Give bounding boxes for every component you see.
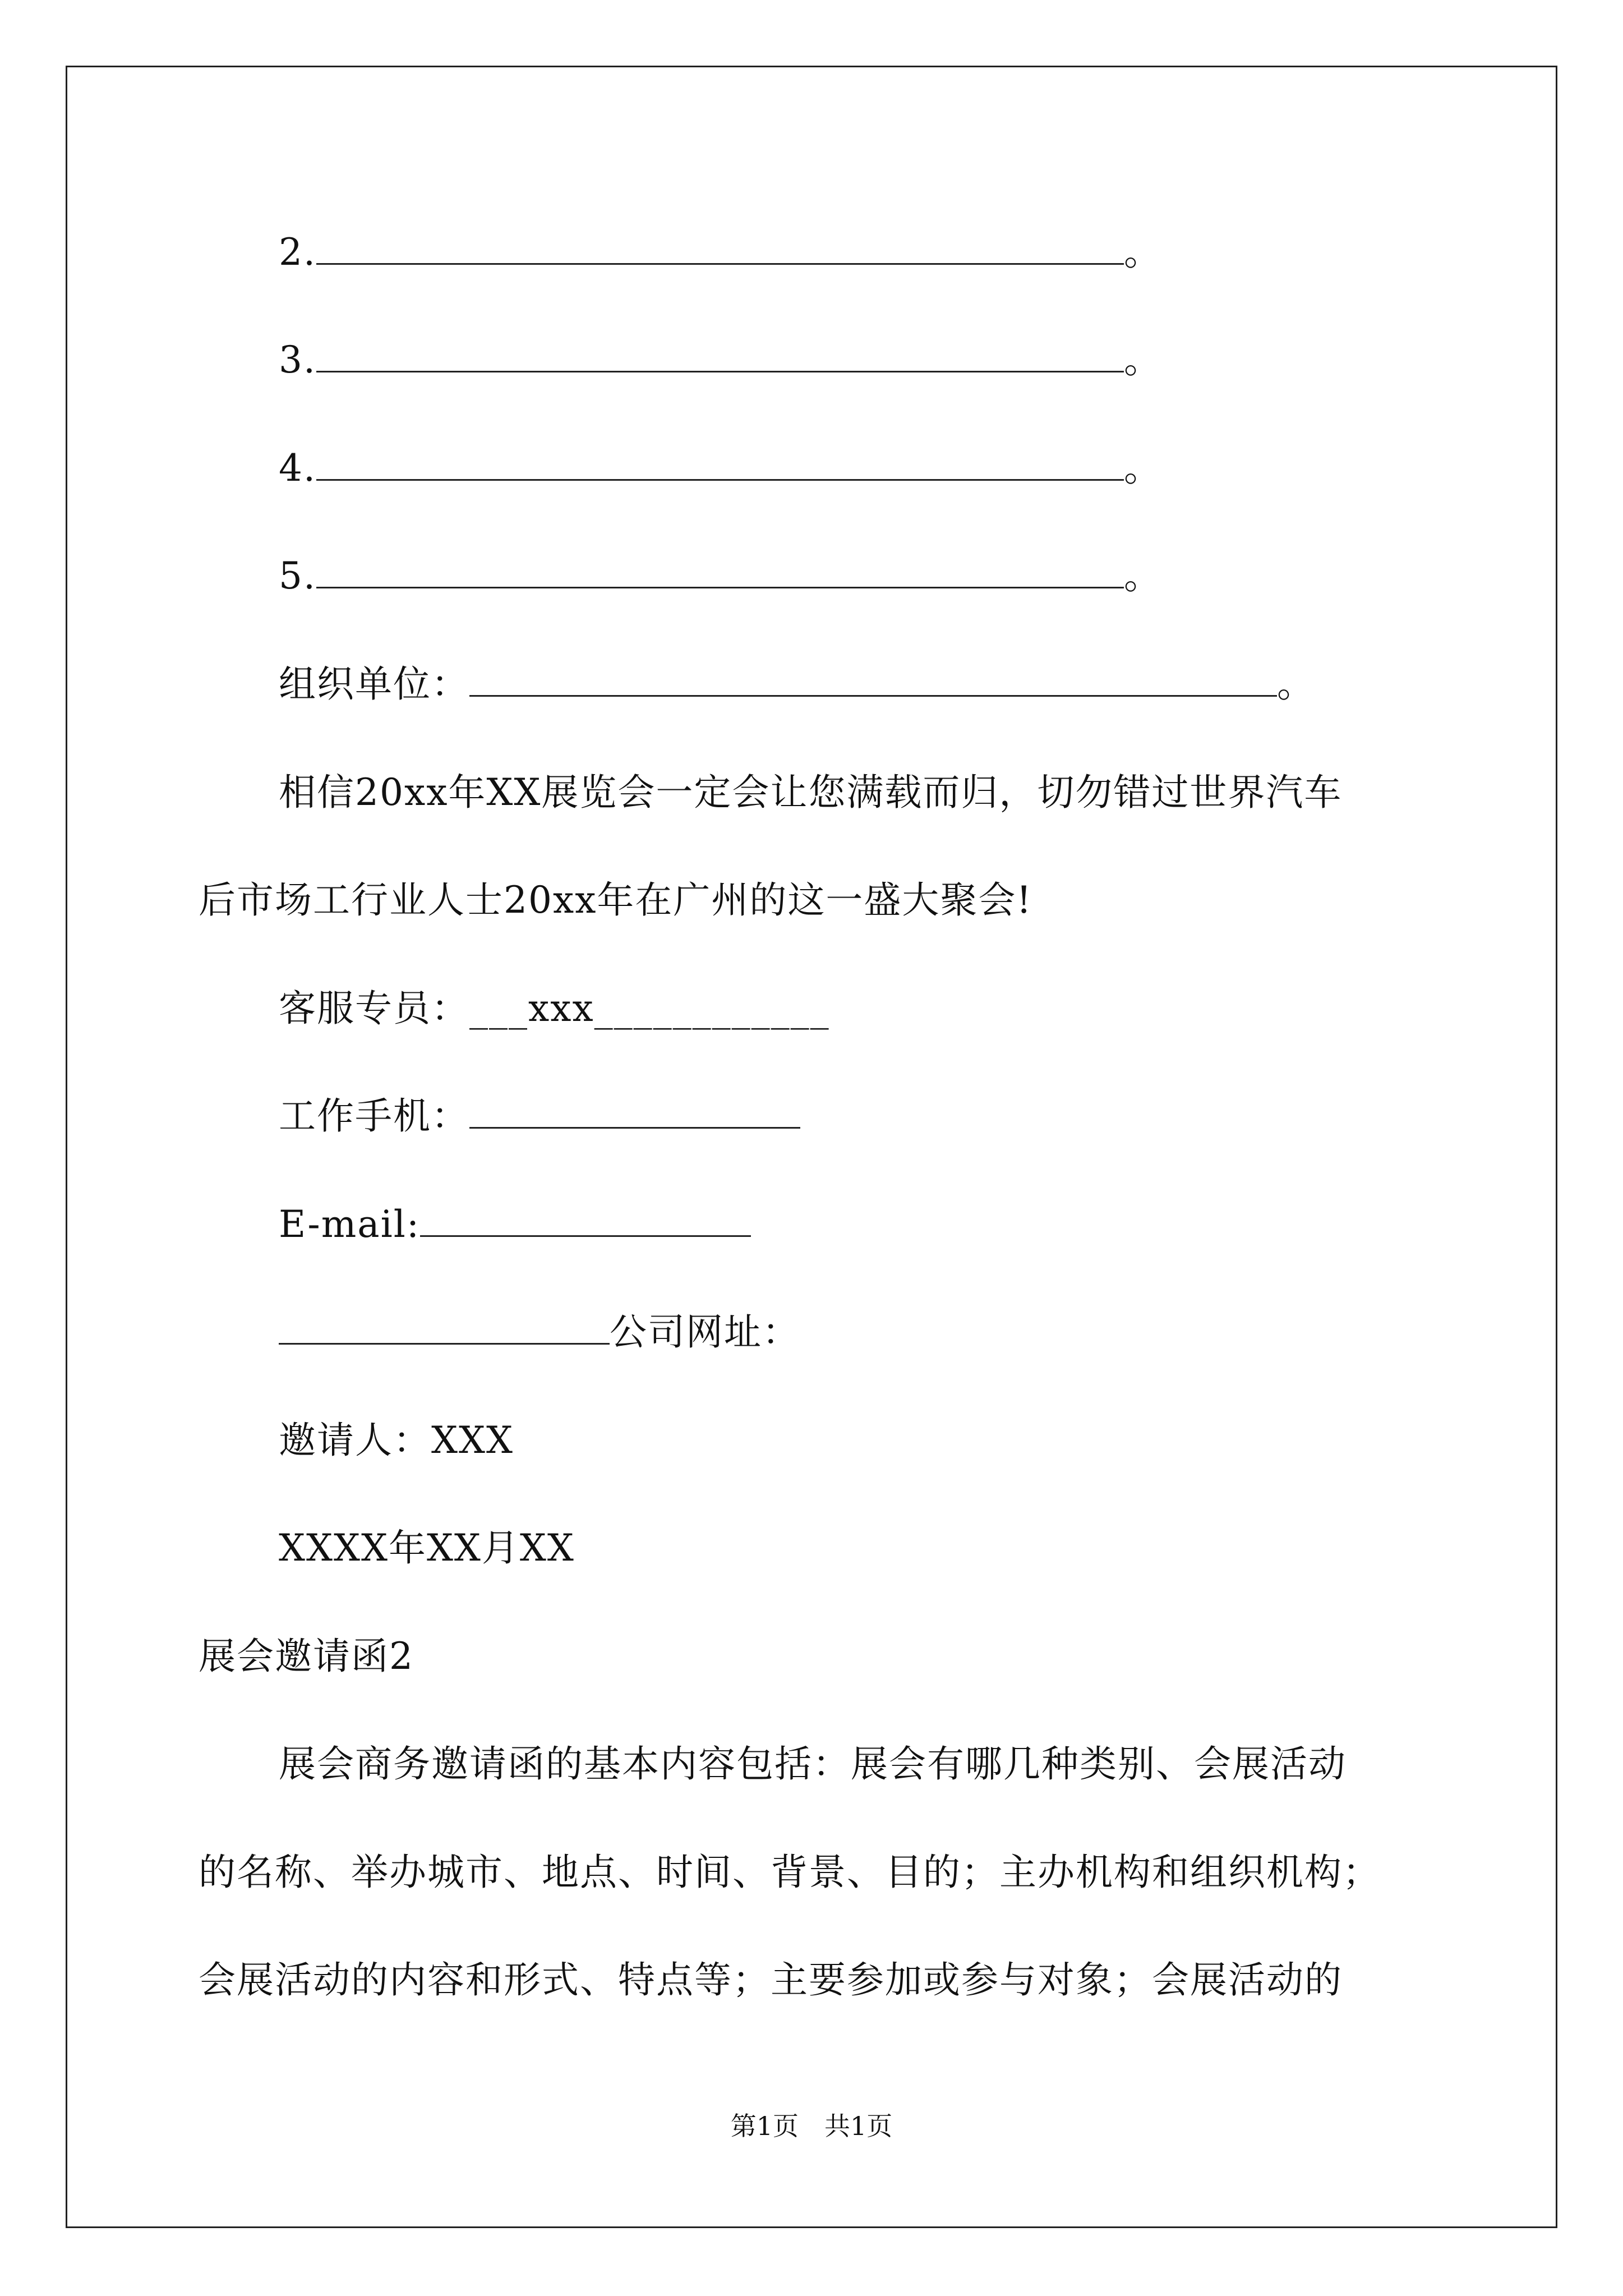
intro-para-line-1: 展会商务邀请函的基本内容包括：展会有哪几种类别、会展活动 — [279, 1742, 1347, 1786]
closing-para-line-1: 相信20xx年XX展览会一定会让您满载而归，切勿错过世界汽车 — [279, 771, 1343, 814]
item-suffix: 。 — [1123, 338, 1162, 381]
item-label: 2. — [279, 231, 316, 274]
numbered-item-4 — [279, 443, 1162, 494]
service-rep-line — [279, 983, 830, 1034]
section-title: 展会邀请函2 — [199, 1635, 414, 1678]
item-suffix: 。 — [1123, 554, 1162, 597]
fill-blank — [469, 662, 1277, 697]
organizer-line — [279, 659, 1315, 710]
date-line: XXXX年XX月XX — [279, 1526, 575, 1570]
organizer-label: 组织单位： — [279, 662, 469, 706]
website-line — [279, 1307, 800, 1358]
service-rep-value: ___xxx____________ — [469, 987, 830, 1030]
page-number: 第1页 — [730, 2111, 799, 2141]
closing-para-line-2: 后市场工行业人士20xx年在广州的这一盛大聚会! — [199, 878, 1032, 922]
work-phone-label: 工作手机： — [279, 1094, 469, 1138]
fill-blank — [316, 338, 1124, 372]
item-label: 5. — [279, 554, 316, 597]
work-phone-line — [279, 1091, 800, 1142]
inviter-line: 邀请人：XXX — [279, 1419, 514, 1462]
intro-para-line-3: 会展活动的内容和形式、特点等；主要参加或参与对象；会展活动的 — [199, 1958, 1343, 2001]
email-label: E-mail: — [279, 1203, 421, 1246]
item-label: 3. — [279, 338, 316, 381]
page-border — [66, 66, 1557, 2228]
fill-blank — [316, 231, 1124, 265]
fill-blank — [469, 1094, 800, 1129]
numbered-item-5 — [279, 551, 1162, 601]
numbered-item-3 — [279, 335, 1162, 385]
organizer-suffix: 。 — [1277, 662, 1315, 706]
website-label: 公司网址： — [610, 1310, 800, 1354]
email-line — [279, 1199, 751, 1250]
fill-blank — [420, 1203, 751, 1237]
numbered-item-2 — [279, 227, 1162, 278]
item-label: 4. — [279, 447, 316, 490]
item-suffix: 。 — [1123, 447, 1162, 490]
fill-blank — [279, 1310, 610, 1345]
item-suffix: 。 — [1123, 231, 1162, 274]
fill-blank — [316, 447, 1124, 481]
page-total: 共1页 — [824, 2111, 893, 2141]
service-rep-label: 客服专员： — [279, 987, 469, 1030]
fill-blank — [316, 554, 1124, 588]
intro-para-line-2: 的名称、举办城市、地点、时间、背景、目的；主办机构和组织机构； — [199, 1851, 1381, 1894]
page-footer — [0, 2109, 1623, 2143]
